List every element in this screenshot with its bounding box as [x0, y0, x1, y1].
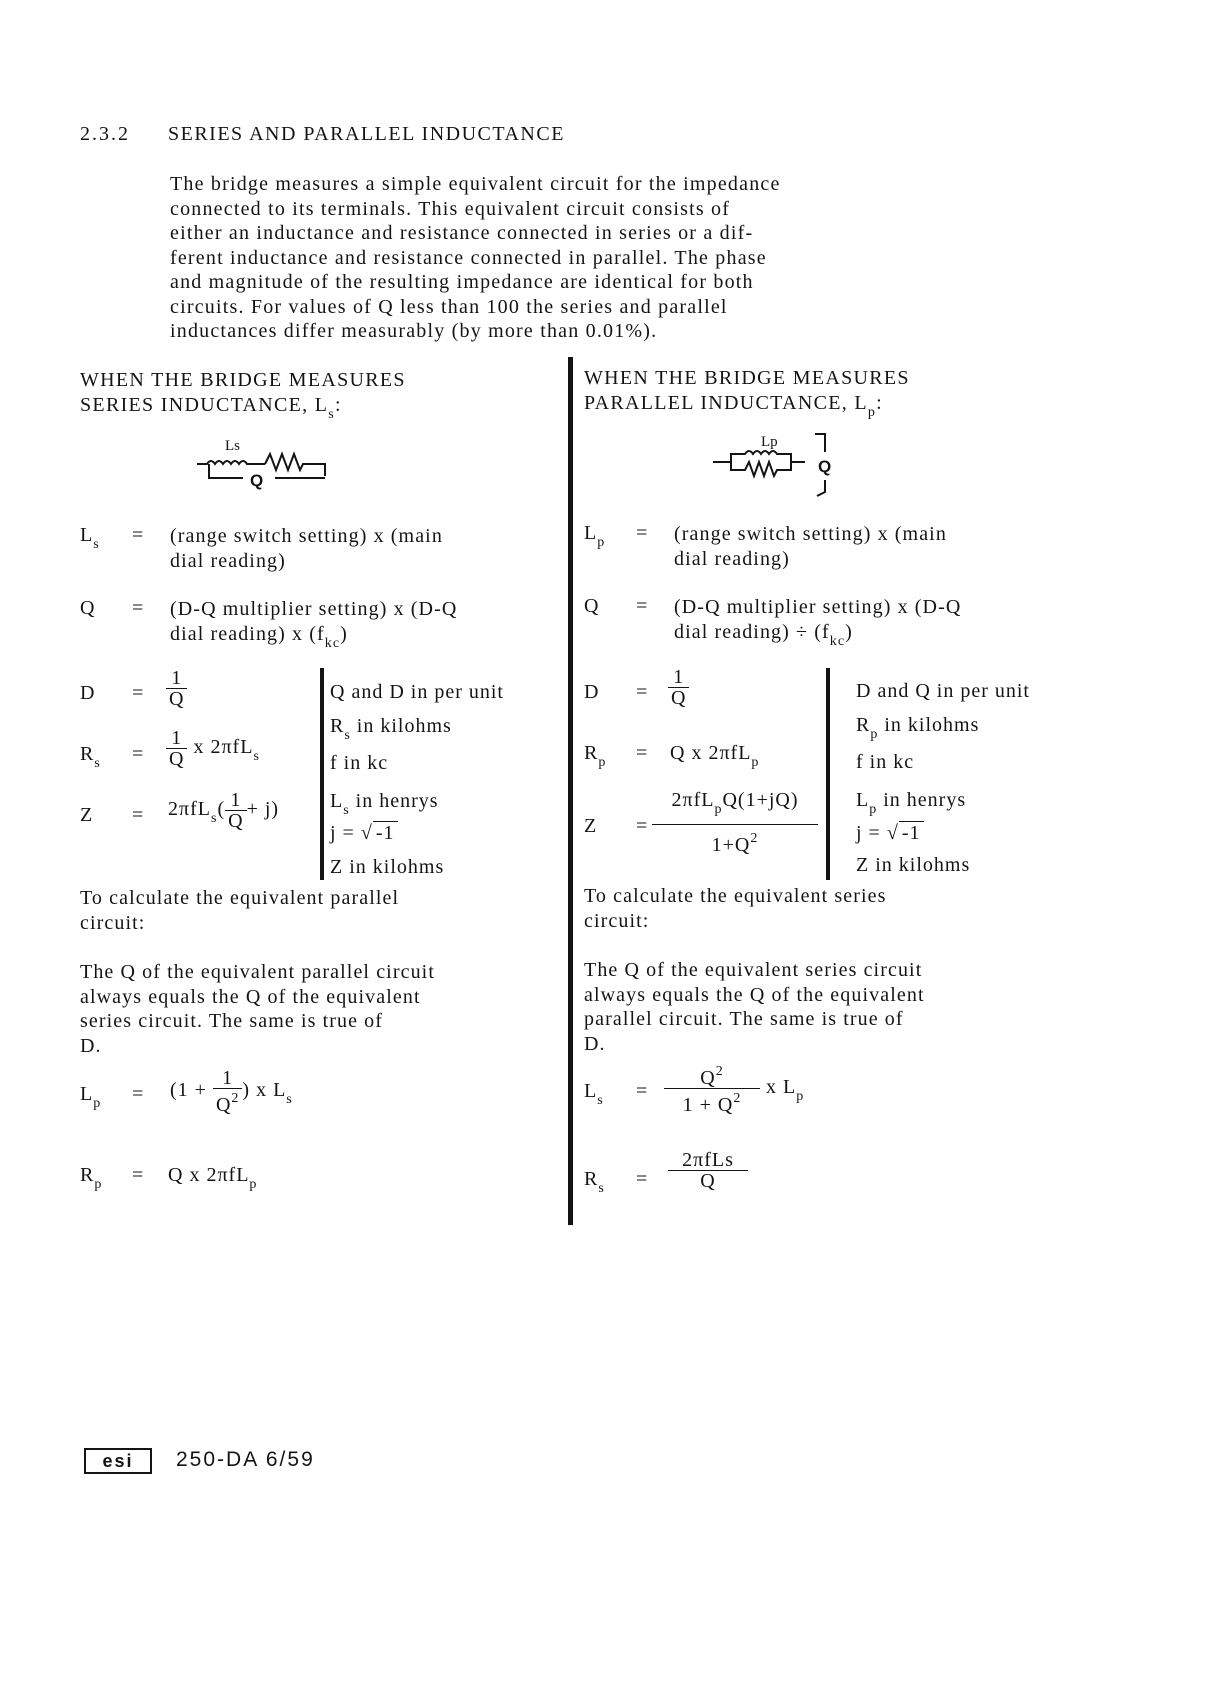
left-note-j: j = √ -1 [330, 822, 398, 845]
equals-sign: = [132, 524, 145, 546]
right-note-f: f in kc [856, 751, 915, 773]
right-equivalence-paragraph: The Q of the equivalent series circuit always equals the Q of the equivalent parallel circuit. The same is true of D. [584, 959, 925, 1055]
right-header: WHEN THE BRIDGE MEASURES PARALLEL INDUCTANCE, $L_p$: [584, 367, 910, 420]
equals-sign: = [636, 595, 649, 617]
equals-sign: = [132, 1164, 145, 1186]
right-q-definition: (D-Q multiplier setting) x (D-Q dial reading) ÷ $(f_{kc})$ [674, 596, 962, 649]
right-note-j: j = √ -1 [856, 822, 924, 845]
right-note-units: D and Q in per unit [856, 680, 1030, 702]
equals-sign: = [636, 522, 649, 544]
center-divider [568, 357, 573, 1225]
left-calc-intro: To calculate the equivalent parallel circuit: [80, 887, 400, 934]
q-label: Q [818, 457, 832, 476]
left-d-symbol: D [80, 682, 96, 704]
intro-line: and magnitude of the resulting impedance are identical for both [170, 271, 754, 293]
equals-sign: = [636, 1080, 649, 1102]
resistor-symbol [713, 462, 805, 476]
right-note-lp: $L_p$ in henrys [856, 789, 967, 817]
intro-line: either an inductance and resistance connected in series or a dif- [170, 222, 754, 244]
parallel-circuit-diagram [705, 428, 845, 500]
equals-sign: = [636, 1168, 649, 1190]
equals-sign: = [132, 804, 145, 826]
right-lp-definition: (range switch setting) x (main dial reading) [674, 523, 947, 570]
left-note-z: Z in kilohms [330, 856, 445, 878]
right-rs-formula: $\frac{\text{2πfLs}}{Q}$ [668, 1150, 748, 1191]
right-q-symbol: Q [584, 595, 600, 617]
section-number: 2.3.2 [80, 123, 130, 145]
equals-sign: = [636, 742, 649, 764]
right-rp-symbol: $R_p$ [584, 742, 607, 770]
equals-sign: = [132, 1083, 145, 1105]
left-rp-formula: Q x 2πfL$_p$ [168, 1164, 258, 1192]
left-q-definition: (D-Q multiplier setting) x (D-Q dial reading) x $(f_{kc})$ [170, 598, 458, 651]
left-lp-formula: (1 + $\frac{1}{Q^2}$ ) x $L_s$ [170, 1067, 293, 1116]
left-note-units: Q and D in per unit [330, 681, 504, 703]
q-wire [209, 464, 325, 478]
right-rp-formula: Q x 2πfL$_p$ [670, 742, 760, 770]
left-header: WHEN THE BRIDGE MEASURES SERIES INDUCTANCE, $L_s$: [80, 369, 406, 422]
left-d-formula: $\frac{1}{Q}$ [166, 668, 187, 709]
inductor-symbol [197, 461, 265, 464]
right-notes-bracket [826, 668, 830, 880]
right-note-rp: $R_p$ in kilohms [856, 714, 980, 742]
left-z-symbol: Z [80, 804, 94, 826]
intro-line: circuits. For values of Q less than 100 the series and parallel [170, 295, 728, 318]
right-d-formula: $\frac{1}{Q}$ [668, 667, 689, 708]
equals-sign: = [636, 681, 649, 703]
right-lp-symbol: $L_p$ [584, 522, 606, 550]
document-id: 250-DA 6/59 [176, 1448, 315, 1471]
left-equivalence-paragraph: The Q of the equivalent parallel circuit always equals the Q of the equivalent series circuit. The same is true of D. [80, 961, 435, 1057]
intro-line: inductances differ measurably (by more than 0.01%). [170, 320, 658, 342]
left-q-symbol: Q [80, 597, 96, 619]
left-ls-definition: (range switch setting) x (main dial reading) [170, 525, 443, 572]
right-d-symbol: D [584, 681, 600, 703]
section-title: SERIES AND PARALLEL INDUCTANCE [168, 123, 565, 145]
left-notes-bracket [320, 668, 324, 880]
right-ls-formula: $\frac{Q^2}{1 + Q^2}$ x $L_p$ [664, 1062, 804, 1115]
equals-sign: = [636, 815, 649, 837]
left-lp-symbol: $L_p$ [80, 1083, 102, 1111]
right-z-formula: $\frac{2\pi fL_pQ(1+jQ)}{1+Q^2}$ [652, 790, 818, 855]
q-label: Q [250, 471, 264, 490]
inductor-label: Ls [225, 438, 240, 454]
left-z-formula: 2πfL$_s$( $\frac{1}{Q}$ + j) [168, 789, 280, 832]
resistor-symbol [265, 454, 325, 476]
right-ls-symbol: $L_s$ [584, 1080, 604, 1108]
right-rs-symbol: $R_s$ [584, 1168, 605, 1196]
left-rs-symbol: $R_s$ [80, 743, 101, 771]
equals-sign: = [132, 743, 145, 765]
esi-logo: esi [84, 1448, 152, 1474]
intro-line: connected to its terminals. This equivalent circuit consists of [170, 197, 731, 220]
left-note-f: f in kc [330, 752, 389, 774]
intro-paragraph [170, 172, 1030, 344]
intro-line: ferent inductance and resistance connected in parallel. The phase [170, 246, 767, 269]
inductor-symbol [731, 451, 791, 462]
left-note-rs: $R_s$ in kilohms [330, 715, 452, 743]
left-rs-formula: $\frac{1}{Q}$ x 2πfL$_s$ [166, 728, 260, 769]
equals-sign: = [132, 597, 145, 619]
equals-sign: = [132, 682, 145, 704]
left-ls-symbol: $L_s$ [80, 524, 100, 552]
right-calc-intro: To calculate the equivalent series circuit: [584, 885, 887, 932]
right-note-z: Z in kilohms [856, 854, 971, 876]
right-z-symbol: Z [584, 815, 598, 837]
left-rp-symbol: $R_p$ [80, 1164, 103, 1192]
series-circuit-diagram [195, 436, 335, 500]
left-note-ls: $L_s$ in henrys [330, 790, 439, 818]
intro-line: The bridge measures a simple equivalent circuit for the impedance [170, 173, 781, 195]
inductor-label: Lp [761, 434, 778, 450]
